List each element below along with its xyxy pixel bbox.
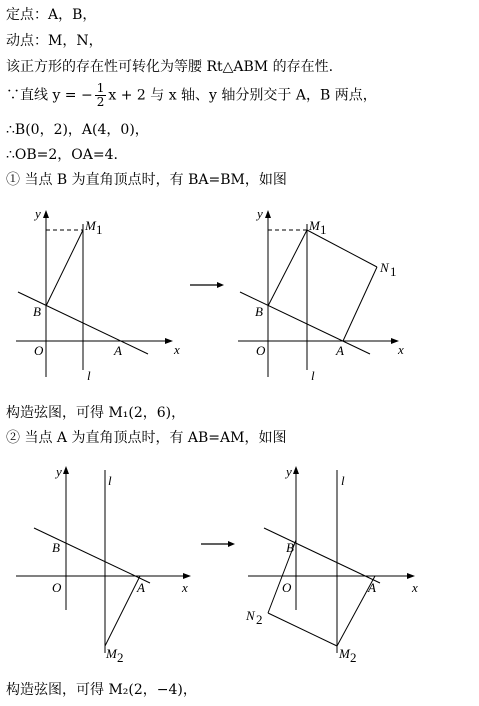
svg-text:1: 1 bbox=[320, 222, 327, 237]
svg-text:1: 1 bbox=[390, 264, 397, 279]
svg-text:O: O bbox=[34, 343, 44, 358]
svg-text:l: l bbox=[311, 368, 315, 382]
figure-case2-right bbox=[240, 458, 430, 668]
svg-text:A: A bbox=[114, 343, 122, 358]
svg-text:A: A bbox=[336, 343, 344, 358]
svg-text:B: B bbox=[286, 540, 294, 555]
svg-text:M: M bbox=[309, 218, 320, 233]
svg-text:1: 1 bbox=[96, 222, 103, 237]
svg-text:M: M bbox=[106, 646, 117, 661]
svg-text:x: x bbox=[412, 580, 418, 595]
arrow-2 bbox=[199, 537, 237, 551]
figure-case2-left bbox=[10, 458, 200, 668]
svg-text:O: O bbox=[282, 580, 292, 595]
svg-text:2: 2 bbox=[256, 612, 263, 627]
text-points-coords: ∴B(0，2)，A(4，0)， bbox=[6, 122, 149, 138]
figure-case1-left bbox=[10, 202, 190, 382]
text-fixed-points: 定点：A，B， bbox=[6, 7, 97, 23]
svg-text:A: A bbox=[368, 580, 376, 595]
svg-text:B: B bbox=[33, 304, 41, 319]
text-square-conversion: 该正方形的存在性可转化为等腰 Rt△ABM 的存在性. bbox=[6, 59, 334, 75]
svg-text:x: x bbox=[174, 342, 180, 357]
svg-text:l: l bbox=[108, 473, 112, 488]
equation-suffix: x + 2 与 x 轴、y 轴分别交于 A，B 两点， bbox=[108, 87, 377, 104]
svg-text:l: l bbox=[87, 368, 91, 382]
svg-text:x: x bbox=[398, 342, 404, 357]
svg-text:2: 2 bbox=[117, 650, 124, 665]
svg-text:O: O bbox=[256, 343, 266, 358]
text-case-2: ② 当点 A 为直角顶点时，有 AB=AM，如图 bbox=[6, 430, 287, 446]
text-moving-points: 动点：M，N， bbox=[6, 33, 103, 49]
svg-text:N: N bbox=[246, 608, 255, 623]
svg-text:N: N bbox=[380, 260, 389, 275]
svg-text:A: A bbox=[137, 580, 145, 595]
svg-text:y: y bbox=[257, 206, 263, 221]
svg-text:y: y bbox=[286, 464, 292, 479]
text-result-2: 构造弦图，可得 M₂(2，−4)， bbox=[6, 682, 197, 698]
text-lengths: ∴OB=2，OA=4. bbox=[6, 147, 118, 163]
svg-text:B: B bbox=[255, 304, 263, 319]
svg-text:M: M bbox=[85, 218, 96, 233]
svg-text:O: O bbox=[52, 580, 62, 595]
svg-text:B: B bbox=[52, 540, 60, 555]
svg-text:l: l bbox=[341, 473, 345, 488]
text-case-1: ① 当点 B 为直角顶点时，有 BA=BM，如图 bbox=[6, 172, 287, 188]
svg-text:x: x bbox=[182, 580, 188, 595]
svg-text:M: M bbox=[339, 646, 350, 661]
svg-text:y: y bbox=[35, 206, 41, 221]
svg-text:2: 2 bbox=[350, 650, 357, 665]
figure-case1-right bbox=[232, 202, 412, 382]
fraction: $\frac{1}{2}$ bbox=[96, 81, 105, 109]
arrow-1 bbox=[188, 278, 226, 292]
text-line-equation bbox=[6, 82, 377, 109]
svg-text:y: y bbox=[56, 464, 62, 479]
text-result-1: 构造弦图，可得 M₁(2，6)， bbox=[6, 405, 186, 421]
equation-prefix: ∵直线 y = − bbox=[6, 87, 93, 104]
